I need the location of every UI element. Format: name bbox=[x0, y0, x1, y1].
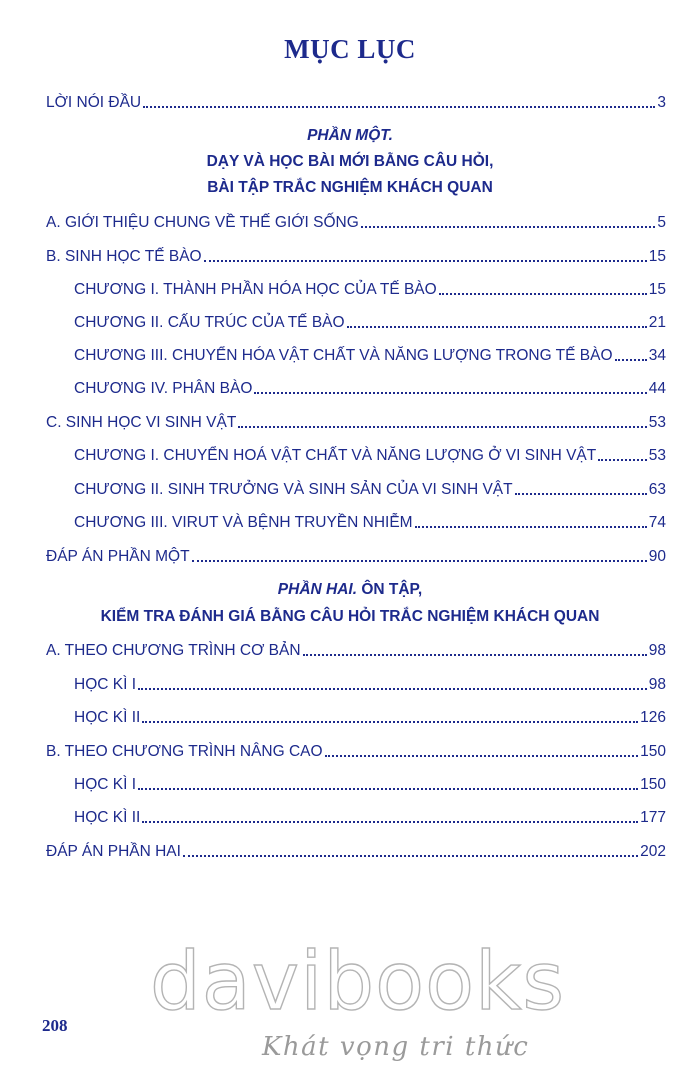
toc-entry-label: A. THEO CHƯƠNG TRÌNH CƠ BẢN bbox=[46, 642, 301, 659]
dot-leader bbox=[183, 855, 638, 857]
toc-entry-page: 202 bbox=[640, 843, 666, 860]
toc-entry-chapter[interactable] bbox=[74, 478, 666, 500]
dot-leader bbox=[142, 821, 638, 823]
watermark-logo: davibooks bbox=[150, 935, 566, 1028]
dot-leader bbox=[347, 326, 647, 328]
toc-entry-label: HỌC KÌ I bbox=[74, 776, 137, 793]
dot-leader bbox=[192, 560, 647, 562]
toc-entry-chapter[interactable] bbox=[74, 344, 666, 366]
toc-entry-page: 3 bbox=[657, 94, 666, 111]
dot-leader bbox=[143, 106, 655, 108]
toc-entry-chapter[interactable] bbox=[74, 278, 666, 300]
toc-entry-label: CHƯƠNG I. THÀNH PHẦN HÓA HỌC CỦA TẾ BÀO bbox=[74, 281, 437, 298]
toc-entry-page: 53 bbox=[648, 414, 666, 431]
dot-leader bbox=[138, 688, 647, 690]
toc-entry-page: 34 bbox=[648, 347, 666, 364]
toc-entry-page: 98 bbox=[648, 676, 666, 693]
toc-entry-semester[interactable] bbox=[74, 673, 666, 695]
toc-entry-page: 21 bbox=[648, 314, 666, 331]
page-number: 208 bbox=[42, 1016, 68, 1035]
toc-entry-label: ĐÁP ÁN PHẦN MỘT bbox=[46, 548, 190, 565]
toc-entry-label: HỌC KÌ II bbox=[74, 709, 141, 726]
toc-entry-label: CHƯƠNG IV. PHÂN BÀO bbox=[74, 380, 253, 397]
part1-heading-line3: BÀI TẬP TRẮC NGHIỆM KHÁCH QUAN bbox=[207, 179, 493, 196]
dot-leader bbox=[615, 359, 647, 361]
toc-entry-label: CHƯƠNG I. CHUYỂN HOÁ VẬT CHẤT VÀ NĂNG LƯỢNG Ở VI SINH VẬT bbox=[74, 447, 597, 464]
toc-entry-page: 98 bbox=[648, 642, 666, 659]
toc-entry-label: C. SINH HỌC VI SINH VẬT bbox=[46, 414, 237, 431]
dot-leader bbox=[303, 654, 647, 656]
dot-leader bbox=[204, 260, 647, 262]
part2-heading-line1: PHẦN HAI. ÔN TẬP, bbox=[277, 581, 423, 598]
toc-entry-label: LỜI NÓI ĐẦU bbox=[46, 94, 142, 111]
toc-entry-page: 53 bbox=[648, 447, 666, 464]
toc-entry-intro[interactable] bbox=[46, 91, 666, 113]
dot-leader bbox=[415, 526, 647, 528]
part2-heading-line2: KIỂM TRA ĐÁNH GIÁ BẰNG CÂU HỎI TRẮC NGHIỆM KHÁCH QUAN bbox=[100, 608, 600, 625]
dot-leader bbox=[138, 788, 638, 790]
toc-entry-page: 15 bbox=[648, 248, 666, 265]
part1-heading-line2: DẠY VÀ HỌC BÀI MỚI BẰNG CÂU HỎI, bbox=[206, 153, 494, 170]
toc-entry-chapter[interactable] bbox=[74, 377, 666, 399]
dot-leader bbox=[439, 293, 647, 295]
toc-entry-page: 5 bbox=[657, 214, 666, 231]
toc-entry-chapter[interactable] bbox=[74, 511, 666, 533]
toc-entry-section-b[interactable] bbox=[46, 740, 666, 762]
dot-leader bbox=[254, 392, 646, 394]
toc-entry-label: CHƯƠNG III. CHUYỂN HÓA VẬT CHẤT VÀ NĂNG LƯỢNG TRONG TẾ BÀO bbox=[74, 347, 613, 364]
dot-leader bbox=[142, 721, 638, 723]
toc-entry-section-b[interactable] bbox=[46, 245, 666, 267]
page-title: MỤC LỤC bbox=[284, 34, 416, 64]
toc-entry-answers-part2[interactable] bbox=[46, 840, 666, 862]
toc-entry-label: HỌC KÌ I bbox=[74, 676, 137, 693]
toc-entry-page: 126 bbox=[640, 709, 666, 726]
dot-leader bbox=[598, 459, 647, 461]
toc-entry-page: 63 bbox=[648, 481, 666, 498]
toc-entry-label: B. THEO CHƯƠNG TRÌNH NÂNG CAO bbox=[46, 743, 323, 760]
toc-entry-page: 90 bbox=[648, 548, 666, 565]
toc-entry-page: 177 bbox=[640, 809, 666, 826]
toc-entry-page: 44 bbox=[648, 380, 666, 397]
toc-entry-semester[interactable] bbox=[74, 706, 666, 728]
toc-entry-semester[interactable] bbox=[74, 806, 666, 828]
toc-entry-label: ĐÁP ÁN PHẦN HAI bbox=[46, 843, 181, 860]
toc-entry-label: B. SINH HỌC TẾ BÀO bbox=[46, 248, 202, 265]
part1-heading-line1: PHẦN MỘT. bbox=[307, 127, 393, 144]
toc-entry-page: 150 bbox=[640, 776, 666, 793]
watermark-tagline: Khát vọng tri thức bbox=[262, 1032, 530, 1062]
toc-entry-chapter[interactable] bbox=[74, 311, 666, 333]
dot-leader bbox=[238, 426, 646, 428]
dot-leader bbox=[361, 226, 656, 228]
toc-entry-section-c[interactable] bbox=[46, 411, 666, 433]
toc-entry-label: CHƯƠNG II. SINH TRƯỞNG VÀ SINH SẢN CỦA VI SINH VẬT bbox=[74, 481, 513, 498]
dot-leader bbox=[515, 493, 647, 495]
toc-entry-answers-part1[interactable] bbox=[46, 545, 666, 567]
toc-entry-section-a[interactable] bbox=[46, 211, 666, 233]
toc-entry-chapter[interactable] bbox=[74, 444, 666, 466]
toc-entry-page: 150 bbox=[640, 743, 666, 760]
toc-entry-page: 15 bbox=[648, 281, 666, 298]
toc-entry-label: CHƯƠNG III. VIRUT VÀ BỆNH TRUYỀN NHIỄM bbox=[74, 514, 413, 531]
toc-entry-section-a[interactable] bbox=[46, 639, 666, 661]
toc-entry-label: A. GIỚI THIỆU CHUNG VỀ THẾ GIỚI SỐNG bbox=[46, 214, 359, 231]
toc-entry-page: 74 bbox=[648, 514, 666, 531]
toc-entry-label: CHƯƠNG II. CẤU TRÚC CỦA TẾ BÀO bbox=[74, 314, 345, 331]
toc-entry-semester[interactable] bbox=[74, 773, 666, 795]
dot-leader bbox=[325, 755, 639, 757]
toc-entry-label: HỌC KÌ II bbox=[74, 809, 141, 826]
